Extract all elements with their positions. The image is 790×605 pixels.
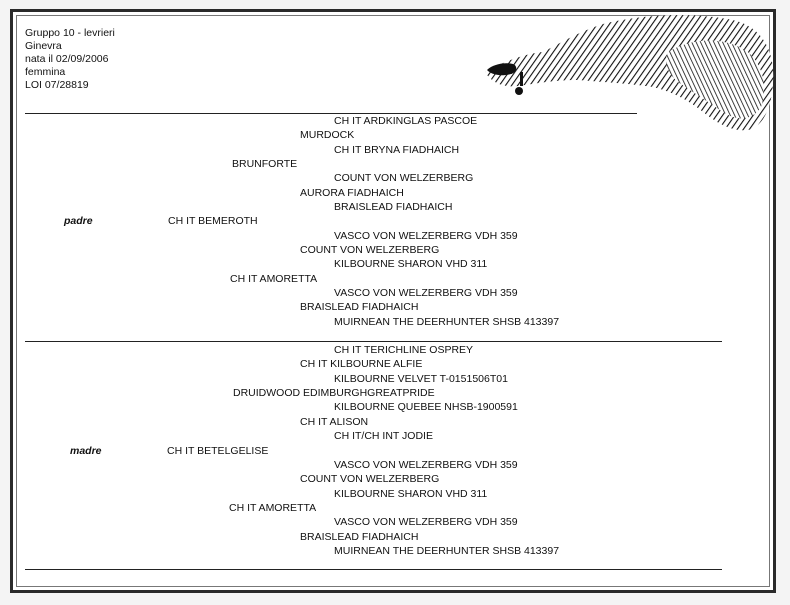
pedigree-entry: VASCO VON WELZERBERG VDH 359	[334, 459, 518, 471]
dog-info-header	[25, 27, 115, 92]
pedigree-entry: CH IT ARDKINGLAS PASCOE	[334, 115, 478, 127]
dam-label: madre	[70, 445, 102, 457]
deerhound-drawing-icon	[483, 12, 778, 132]
divider-top	[25, 113, 637, 114]
birth-date: nata il 02/09/2006	[25, 53, 109, 65]
pedigree-entry: VASCO VON WELZERBERG VDH 359	[334, 287, 518, 299]
pedigree-entry: MUIRNEAN THE DEERHUNTER SHSB 413397	[334, 316, 560, 328]
pedigree-entry: COUNT VON WELZERBERG	[300, 244, 440, 256]
sire-label: padre	[64, 215, 93, 227]
divider-bottom	[25, 569, 722, 570]
pedigree-entry: MURDOCK	[300, 129, 355, 141]
divider-middle	[25, 341, 722, 342]
pedigree-entry: COUNT VON WELZERBERG	[334, 172, 474, 184]
pedigree-entry: CH IT AMORETTA	[229, 502, 317, 514]
pedigree-entry: KILBOURNE SHARON VHD 311	[334, 258, 488, 270]
pedigree-entry: KILBOURNE QUEBEE NHSB-1900591	[334, 401, 518, 413]
pedigree-entry: VASCO VON WELZERBERG VDH 359	[334, 230, 518, 242]
sex: femmina	[25, 66, 66, 78]
pedigree-entry: CH IT TERICHLINE OSPREY	[334, 344, 474, 356]
pedigree-entry: MUIRNEAN THE DEERHUNTER SHSB 413397	[334, 545, 560, 557]
sire-name: CH IT BEMEROTH	[168, 215, 258, 227]
pedigree-entry: BRUNFORTE	[232, 158, 298, 170]
dam-name: CH IT BETELGELISE	[167, 445, 269, 457]
pedigree-entry: CH IT ALISON	[300, 416, 369, 428]
pedigree-entry: DRUIDWOOD EDIMBURGHGREATPRIDE	[233, 387, 435, 399]
pedigree-entry: CH IT KILBOURNE ALFIE	[300, 358, 423, 370]
pedigree-entry: COUNT VON WELZERBERG	[300, 473, 440, 485]
pedigree-entry: CH IT BRYNA FIADHAICH	[334, 144, 460, 156]
dog-name: Ginevra	[25, 40, 62, 52]
pedigree-entry: KILBOURNE VELVET T-0151506T01	[334, 373, 508, 385]
pedigree-entry: BRAISLEAD FIADHAICH	[300, 301, 419, 313]
pedigree-entry: CH IT/CH INT JODIE	[334, 430, 433, 442]
pedigree-entry: KILBOURNE SHARON VHD 311	[334, 488, 488, 500]
pedigree-entry: VASCO VON WELZERBERG VDH 359	[334, 516, 518, 528]
registration-number: LOI 07/28819	[25, 79, 89, 91]
pedigree-entry: BRAISLEAD FIADHAICH	[300, 531, 419, 543]
pedigree-entry: CH IT AMORETTA	[230, 273, 318, 285]
pedigree-entry: BRAISLEAD FIADHAICH	[334, 201, 453, 213]
pedigree-entry: AURORA FIADHAICH	[300, 187, 404, 199]
breed-group: Gruppo 10 - levrieri	[25, 27, 115, 39]
